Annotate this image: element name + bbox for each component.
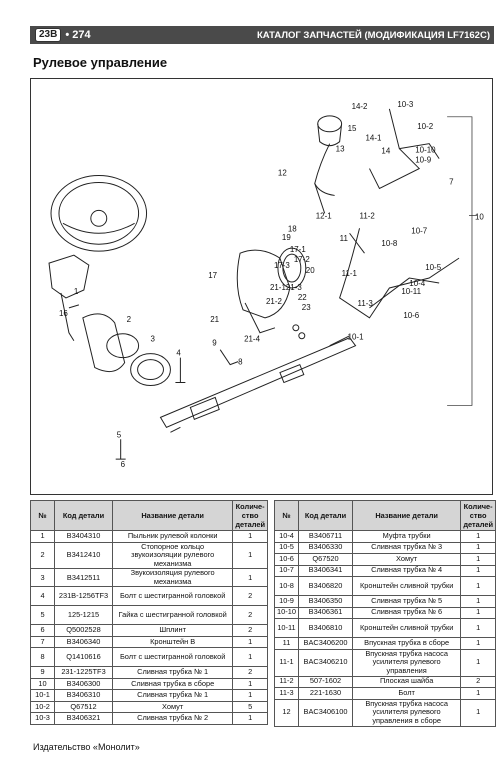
cell-name: Хомут [113,701,233,713]
cell-qty: 1 [461,619,496,638]
cell-qty: 1 [461,596,496,608]
table-row [31,606,268,625]
parts-table-left [30,500,268,725]
cell-name: Впускная трубка насоса усилителя рулевого управления [353,649,461,676]
cell-num: 5 [31,606,55,625]
cell-name: Впускная трубка в сборе [353,638,461,650]
cell-num: 10-9 [275,596,299,608]
label-7: 7 [449,177,454,187]
cell-qty: 1 [461,565,496,577]
cell-num: 11-1 [275,649,299,676]
label-10-2: 10-2 [417,121,434,131]
cell-num: 10-10 [275,607,299,619]
cell-qty: 1 [461,577,496,596]
cell-qty: 2 [233,667,268,679]
cell-code: B3406361 [299,607,353,619]
cell-qty: 1 [233,678,268,690]
cell-num: 10-7 [275,565,299,577]
diagram-callouts [59,100,484,469]
cell-code: B3406711 [299,531,353,543]
label-21-4: 21-4 [244,334,261,344]
steering-rack [160,338,355,428]
cell-code: 231-1225TF3 [55,667,113,679]
cell-name: Кронштейн сливной трубки [353,619,461,638]
cell-name: Сливная трубка № 3 [353,542,461,554]
cell-code: BAC3406200 [299,638,353,650]
table-row [31,678,268,690]
table-row [31,690,268,702]
cell-name: Болт с шестигранной головкой [113,648,233,667]
table-row [31,587,268,606]
label-6: 6 [120,460,126,470]
table-row [31,542,268,569]
parts-diagram [30,78,493,495]
label-19: 19 [281,233,291,243]
label-14-1: 14-1 [365,133,382,143]
label-18: 18 [287,224,297,234]
cell-code: B3406321 [55,713,113,725]
cell-name: Звукоизоляция рулевого механизма [113,569,233,587]
label-21-1: 21-1 [269,282,286,292]
label-9: 9 [212,338,217,348]
cell-qty: 1 [233,713,268,725]
label-10: 10 [474,212,484,222]
table-row [275,577,496,596]
table-row [275,565,496,577]
cell-name: Болт с шестигранной головкой [113,587,233,606]
table-row [275,649,496,676]
column-boot [83,314,125,372]
cell-code: 507-1602 [299,676,353,688]
table-row [31,625,268,637]
label-17-2: 17-2 [293,255,310,265]
cell-qty: 1 [233,542,268,569]
label-14: 14 [381,146,391,156]
cell-code: B3406810 [299,619,353,638]
label-16: 16 [58,308,68,318]
label-10-11: 10-11 [401,286,422,296]
label-1: 1 [73,286,79,296]
cell-num: 4 [31,587,55,606]
cell-name: Болт [353,688,461,700]
label-20: 20 [305,266,315,276]
label-10-6: 10-6 [403,310,420,320]
label-10-8: 10-8 [381,239,398,249]
cell-name: Сливная трубка № 1 [113,690,233,702]
cell-qty: 1 [461,649,496,676]
cell-num: 10-6 [275,554,299,566]
cell-qty: 5 [233,701,268,713]
label-10-9: 10-9 [415,155,432,165]
label-2: 2 [126,314,132,324]
cell-code: Q67512 [55,701,113,713]
cell-qty: 2 [233,587,268,606]
col-code-header: Код детали [299,501,353,531]
label-23: 23 [301,302,311,312]
cell-num: 11-3 [275,688,299,700]
label-13: 13 [335,144,345,154]
parts-table-right [274,500,496,727]
cell-num: 9 [31,667,55,679]
cell-code: 221-1630 [299,688,353,700]
cell-qty: 1 [233,531,268,543]
cell-qty: 1 [233,636,268,648]
table-row [31,531,268,543]
cell-code: B3406300 [55,678,113,690]
label-4: 4 [176,348,181,358]
cell-num: 3 [31,569,55,587]
label-11-3: 11-3 [357,298,373,308]
label-5: 5 [116,430,122,440]
table-row [275,619,496,638]
label-17-3: 17-3 [273,261,290,271]
cell-qty: 1 [233,569,268,587]
cell-num: 12 [275,699,299,726]
cell-name: Плоская шайба [353,676,461,688]
section-title: Рулевое управление [33,55,168,70]
cell-code: B3406310 [55,690,113,702]
cell-name: Муфта трубки [353,531,461,543]
cell-name: Гайка с шестигранной головкой [113,606,233,625]
table-row [31,713,268,725]
table-row [275,607,496,619]
label-17-1: 17-1 [289,245,306,255]
steering-exploded-view [31,79,492,494]
cell-code: 231B-1256TF3 [55,587,113,606]
cell-qty: 1 [461,542,496,554]
table-row [275,596,496,608]
cell-num: 10 [31,678,55,690]
pressure-hose [315,144,330,214]
cell-name: Хомут [353,554,461,566]
table-row [31,636,268,648]
cell-num: 11 [275,638,299,650]
cell-name: Кронштейн B [113,636,233,648]
cell-code: Q67520 [299,554,353,566]
label-11-2: 11-2 [359,211,375,221]
cell-num: 10-5 [275,542,299,554]
table-body-left [31,531,268,725]
cell-code: Q1410616 [55,648,113,667]
cell-code: BAC3406100 [299,699,353,726]
reservoir [318,116,342,132]
col-code-header: Код детали [55,501,113,531]
page-badge: 23В [35,28,61,42]
col-name-header: Название детали [113,501,233,531]
cell-code: BAC3406210 [299,649,353,676]
col-qty-header: Количе-ство деталей [461,501,496,531]
cell-name: Сливная трубка № 2 [113,713,233,725]
label-21-2: 21-2 [265,296,282,306]
cell-num: 10-8 [275,577,299,596]
table-row [275,699,496,726]
page-header [30,26,494,44]
cell-name: Сливная трубка № 1 [113,667,233,679]
cell-qty: 1 [461,638,496,650]
table-row [275,688,496,700]
cell-code: B3406350 [299,596,353,608]
insulation [131,354,171,386]
cell-name: Сливная трубка № 5 [353,596,461,608]
cell-name: Впускная трубка насоса усилителя рулевого управления в сборе [353,699,461,726]
steering-column-assembly [49,255,89,298]
steering-wheel [51,176,147,252]
cell-name: Сливная трубка № 4 [353,565,461,577]
cell-name: Кронштейн сливной трубки [353,577,461,596]
label-12: 12 [277,168,287,178]
cell-code: 125-1215 [55,606,113,625]
cell-qty: 1 [461,688,496,700]
label-8: 8 [238,357,243,367]
label-11: 11 [339,234,348,244]
cell-qty: 1 [461,607,496,619]
table-row [275,554,496,566]
cell-qty: 1 [461,531,496,543]
label-10-5: 10-5 [425,263,442,273]
cell-name: Стопорное кольцо звукоизоляции рулевого механизма [113,542,233,569]
table-row [31,648,268,667]
label-3: 3 [150,334,155,344]
label-17: 17 [208,271,218,281]
cell-code: Q5002528 [55,625,113,637]
cell-code: B3406341 [299,565,353,577]
label-10-1: 10-1 [347,332,364,342]
cell-name: Сливная трубка № 6 [353,607,461,619]
return-pipe [369,109,419,189]
cell-code: B3406340 [55,636,113,648]
cell-num: 10-3 [31,713,55,725]
col-num-header: № [275,501,299,531]
cell-qty: 1 [461,699,496,726]
table-row [31,667,268,679]
cell-num: 10-11 [275,619,299,638]
table-body-right [275,531,496,727]
table-row [275,542,496,554]
cell-qty: 2 [233,625,268,637]
cell-num: 10-4 [275,531,299,543]
cell-num: 11-2 [275,676,299,688]
cell-qty: 1 [233,648,268,667]
table-row [31,701,268,713]
label-15: 15 [347,123,357,133]
cell-code: B3406820 [299,577,353,596]
cell-qty: 1 [461,554,496,566]
cell-code: B3404310 [55,531,113,543]
cell-qty: 1 [233,690,268,702]
table-row [275,531,496,543]
col-name-header: Название детали [353,501,461,531]
label-21-3: 21-3 [285,282,302,292]
table-row [275,638,496,650]
catalog-title: КАТАЛОГ ЗАПЧАСТЕЙ (МОДИФИКАЦИЯ LF7162C) [256,29,490,41]
cell-name: Шплинт [113,625,233,637]
cell-name: Сливная трубка в сборе [113,678,233,690]
cell-num: 8 [31,648,55,667]
label-12-1: 12-1 [315,211,332,221]
cell-code: B3412511 [55,569,113,587]
page-number: • 274 [65,29,91,41]
col-qty-header: Количе-ство деталей [233,501,268,531]
cell-code: B3412410 [55,542,113,569]
label-22: 22 [297,292,307,302]
label-10-10: 10-10 [415,145,436,155]
cell-num: 10-2 [31,701,55,713]
label-14-2: 14-2 [351,101,368,111]
cell-qty: 2 [461,676,496,688]
table-row [31,569,268,587]
cell-num: 7 [31,636,55,648]
label-21: 21 [210,314,220,324]
cell-name: Пыльник рулевой колонки [113,531,233,543]
table-header-row [275,501,496,531]
cell-num: 6 [31,625,55,637]
table-row [275,676,496,688]
cell-num: 1 [31,531,55,543]
publisher-footer: Издательство «Монолит» [33,742,140,752]
cell-num: 10-1 [31,690,55,702]
col-num-header: № [31,501,55,531]
cell-num: 2 [31,542,55,569]
table-header-row [31,501,268,531]
label-10-7: 10-7 [411,226,428,236]
label-11-1: 11-1 [341,269,357,279]
label-10-4: 10-4 [409,279,426,289]
cell-qty: 2 [233,606,268,625]
cell-code: B3406330 [299,542,353,554]
label-10-3: 10-3 [397,99,414,109]
